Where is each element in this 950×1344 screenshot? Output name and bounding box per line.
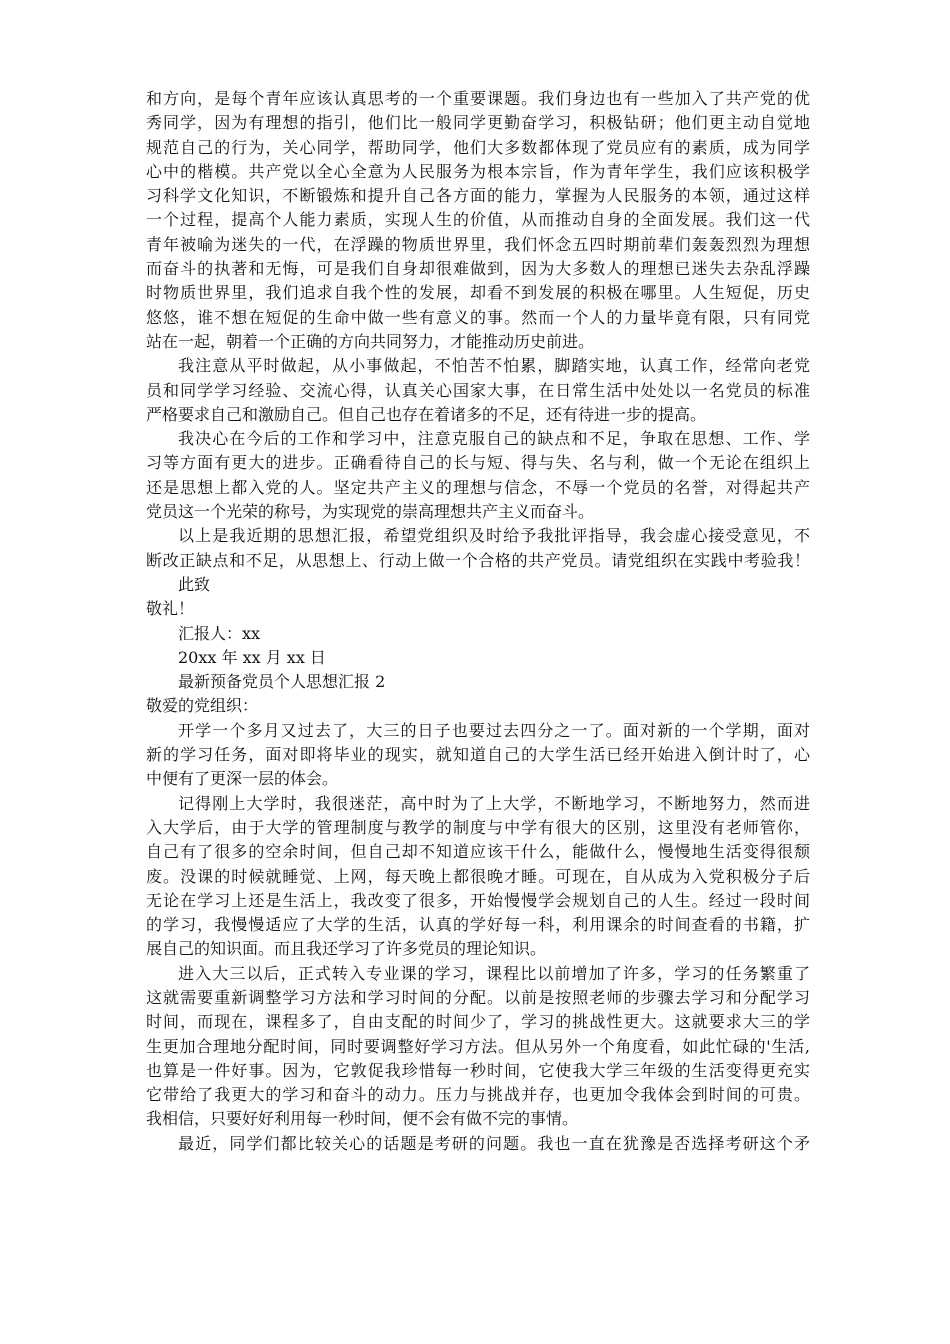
text-line: 汇报人：xx — [178, 623, 261, 643]
text-line: 中便有了更深一层的体会。 — [146, 769, 339, 789]
text-line: 新的学习任务，面对即将毕业的现实，就知道自己的大学生活已经开始进入倒计时了，心 — [146, 745, 810, 765]
text-line: 而奋斗的执著和无悔，可是我们自身却很难做到，因为大多数人的理想已迷失去杂乱浮躁 — [146, 259, 810, 279]
text-line: 和方向，是每个青年应该认真思考的一个重要课题。我们身边也有一些加入了共产党的优 — [146, 89, 810, 108]
text-line: 我决心在今后的工作和学习中，注意克服自己的缺点和不足，争取在思想、工作、学 — [178, 429, 810, 449]
text-line: 我相信，只要好好利用每一秒时间，便不会有做不完的事情。 — [146, 1109, 579, 1129]
text-line: 此致 — [178, 574, 211, 594]
text-line: 敬礼！ — [146, 599, 195, 619]
text-line: 展自己的知识面。而且我还学习了许多党员的理论知识。 — [146, 939, 547, 959]
text-line: 20xx 年 xx 月 xx 日 — [178, 647, 326, 667]
text-line: 习等方面有更大的进步。正确看待自己的长与短、得与失、名与利，做一个无论在组织上 — [146, 453, 810, 473]
text-line: 自己有了很多的空余时间，但自己却不知道应该干什么，能做什么，慢慢地生活变得很颓 — [146, 842, 810, 862]
text-line: 严格要求自己和激励自己。但自己也存在着诸多的不足，还有待进一步的提高。 — [146, 404, 707, 424]
text-line: 秀同学，因为有理想的指引，他们比一般同学更勤奋学习，积极钻研；他们更主动自觉地 — [146, 113, 810, 133]
text-line: 最近，同学们都比较关心的话题是考研的问题。我也一直在犹豫是否选择考研这个矛 — [178, 1133, 810, 1153]
text-line: 心中的楷模。共产党以全心全意为人民服务为根本宗旨，作为青年学生，我们应该积极学 — [146, 161, 810, 181]
document-body — [146, 87, 810, 1156]
text-line: 入大学后，由于大学的管理制度与教学的制度与中学有很大的区别，这里没有老师管你， — [146, 817, 810, 837]
text-line: 记得刚上大学时，我很迷茫，高中时为了上大学，不断地学习，不断地努力，然而进 — [178, 793, 810, 813]
text-line: 一个过程，提高个人能力素质，实现人生的价值，从而推动自身的全面发展。我们这一代 — [146, 210, 810, 230]
text-line: 断改正缺点和不足，从思想上、行动上做一个合格的共产党员。请党组织在实践中考验我！ — [146, 550, 810, 570]
text-line: 敬爱的党组织： — [146, 696, 259, 716]
text-line: 这就需要重新调整学习方法和学习时间的分配。以前是按照老师的步骤去学习和分配学习 — [146, 987, 810, 1007]
text-line: 党员这一个光荣的称号，为实现党的崇高理想共产主义而奋斗。 — [146, 502, 595, 522]
text-line: 时物质世界里，我们追求自我个性的发展，却看不到发展的积极在哪里。人生短促，历史 — [146, 283, 810, 303]
text-line: 进入大三以后，正式转入专业课的学习，课程比以前增加了许多，学习的任务繁重了 — [178, 963, 810, 983]
text-line: 也算是一件好事。因为，它敦促我珍惜每一秒时间，它使我大学三年级的生活变得更充实 — [146, 1060, 810, 1080]
text-line: 习科学文化知识，不断锻炼和提升自己各方面的能力，掌握为人民服务的本领，通过这样 — [146, 186, 810, 206]
text-line: 生更加合理地分配时间，同时要调整好学习方法。但从另外一个角度看，如此忙碌的'生活, — [146, 1036, 810, 1056]
text-line: 废。没课的时候就睡觉、上网，每天晚上都很晚才睡。可现在，自从成为入党积极分子后 — [146, 866, 810, 886]
text-line: 时间，而现在，课程多了，自由支配的时间少了，学习的挑战性更大。这就要求大三的学 — [146, 1012, 810, 1032]
text-line: 员和同学学习经验、交流心得，认真关心国家大事，在日常生活中处处以一名党员的标准 — [146, 380, 810, 400]
text-line: 无论在学习上还是生活上，我改变了很多，开始慢慢学会规划自己的人生。经过一段时间 — [146, 890, 810, 910]
text-line: 它带给了我更大的学习和奋斗的动力。压力与挑战并存，也更加令我体会到时间的可贵。 — [146, 1085, 810, 1105]
text-line: 我注意从平时做起，从小事做起，不怕苦不怕累，脚踏实地，认真工作，经常向老党 — [178, 356, 810, 376]
text-line: 青年被喻为迷失的一代，在浮躁的物质世界里，我们怀念五四时期前辈们轰轰烈烈为理想 — [146, 234, 810, 254]
text-line: 还是思想上都入党的人。坚定共产主义的理想与信念，不辱一个党员的名誉，对得起共产 — [146, 477, 810, 497]
text-line: 悠悠，谁不想在短促的生命中做一些有意义的事。然而一个人的力量毕竟有限，只有同党 — [146, 307, 810, 327]
text-line: 最新预备党员个人思想汇报 2 — [178, 672, 386, 692]
text-line: 站在一起，朝着一个正确的方向共同努力，才能推动历史前进。 — [146, 331, 595, 351]
text-line: 以上是我近期的思想汇报，希望党组织及时给予我批评指导，我会虚心接受意见，不 — [178, 526, 810, 546]
text-line: 规范自己的行为，关心同学，帮助同学，他们大多数都体现了党员应有的素质，成为同学 — [146, 137, 810, 157]
text-line: 开学一个多月又过去了，大三的日子也要过去四分之一了。面对新的一个学期，面对 — [178, 720, 810, 740]
text-line: 的学习，我慢慢适应了大学的生活，认真的学好每一科，利用课余的时间查看的书籍，扩 — [146, 915, 810, 935]
